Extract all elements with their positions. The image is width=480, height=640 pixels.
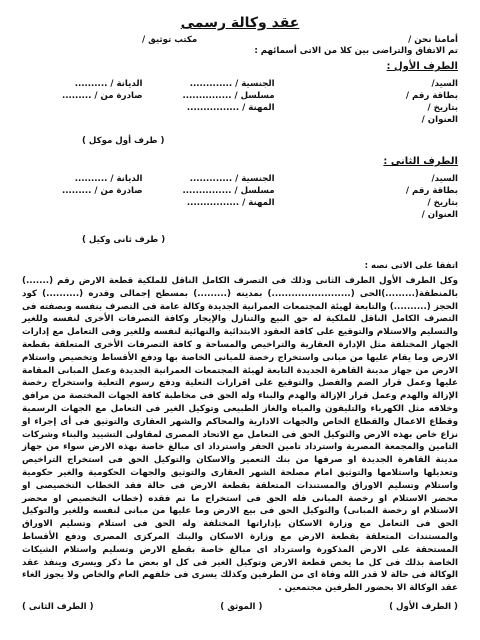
footer-second-party: ( الطرف الثانى ) (22, 602, 94, 612)
second-party-nationality: الجنسية / ............. (189, 174, 275, 184)
first-party-mr: السيد/ (431, 79, 458, 89)
second-party-profession: المهنة / ................ (186, 198, 275, 208)
document-title: عقد وكالة رسمى (180, 15, 300, 31)
first-party-address: العنوان / (421, 115, 458, 125)
first-party-religion: الديانة / .......... (74, 79, 143, 89)
second-party-heading: الطرف الثانى : (383, 156, 458, 167)
first-party-nationality: الجنسية / ............. (189, 79, 275, 89)
second-party-address: العنوان / (421, 210, 458, 220)
office-label: مكتب توثيق / (142, 35, 198, 45)
second-party-signature: ( طرف ثانى وكيل ) (82, 235, 166, 245)
second-party-issued: صادرة من / ......... (62, 186, 143, 196)
second-party-serial: مسلسل / ............... (182, 186, 275, 196)
footer-first-party: ( الطرف الأول ) (389, 602, 458, 612)
before-us-label: أمامنا نحن / (408, 35, 458, 45)
first-party-card: بطاقة رقم / (405, 91, 458, 101)
first-party-issued: صادرة من / ......... (62, 91, 143, 101)
first-party-signature: ( طرف أول موكل ) (82, 136, 165, 146)
signature-footer (22, 602, 458, 612)
first-party-col-left (62, 78, 143, 126)
first-party-profession: المهنة / ................ (186, 103, 275, 113)
first-party-col-right (406, 78, 458, 126)
intro-line: اتفقا على الاتى نصه : (364, 261, 458, 271)
title-wrap (22, 12, 458, 31)
contract-body: وكل الطرف الأول الطرف الثانى وذلك فى التصرف الكامل الناقل للملكية قطعة الارض رقم (.......) بالمنطقة(.........)الحى (........................) بمدينه (.........) بمسطح إجمالى وقدره (..........) كود الحجز (..........) والتابعة لهيئة المجتمعات العمرانية الجديدة وكالة عامة فى التصرف بنفسه وبصفته فى التصرف الكامل الناقل للملكية له حق البيع والتنازل والإيجار وكافة التصرفات الأخرى لنفسه وللغير والتسليم والاستلام والتوقيع على كافة العقود الابتدائية والنهائية لنفسه وللغير وفى التعامل مع إدارات الجهاز المختلفة مثل الإدارة العقارية والتراخيص والمساحة و كافة التصرفات الأخرى المتعلقة بقطعة الارض وما يقام عليها من مبانى واستخراج رخصة للمبانى الخاصة بها ودفع الأقساط وتخصيص واستلام الارض من جهاز مدينة القاهرة الجديدة التابعة لهيئة المجتمعات العمرانية الجديدة وعمل المبانى المقامة عليها وعمل قرار الضم والفصل والتوقيع على اقرارات التعلية ودفع رسوم التعلية واستخراج رخصة الإزالة والهدم وعمل قرار الإزالة والهدم والبناء وله الحق فى مخاطبة كافة الجهات المختصة من مرافق وخلافه مثل الكهرباء والتليفون والمياه والغاز الطبيعى وتوكيل الغير فى التعامل مع الجهات الرسمية وقطاع الاعمال والقطاع الخاص والجهات الادارية والمحاكم والشهر العقارى والتوثيق فى أى إجراء او نزاع خاص بهذه الارض والتوكيل الحق فى التعامل مع الاتحاد المصرى لمقاولى التشييد والبناء وشركات التامين والمجمعة المصرية واسترداد تامين الحفر واسترداد اى مبالغ خاصة بهذه الارض سواء من جهاز مدينة القاهرة الجديدة او صرفها من بنك التعمير والاسكان والتوكيل الحق فى استخراج التراخيص وتعديلها واستلامها والتوثيق امام مصلحة الشهر العقارى والتوثيق والجهات الحكومية والغير حكومية واستلام وتسليم الاوراق والمستندات المتعلقة بقطعة الارض فى حالة فقد الخطاب التخصيصى او محضر الاستلام او رخصة المبانى فله الحق فى استخراج ما تم فقده (خطاب التخصيص او محضر الاستلام او رخصة المبانى) والتوكيل الحق فى بيع الارض وما عليها من مبانى لنفسه وللغير والتوكيل الحق فى التعامل مع وزارة الاسكان بإداراتها المختلفة وله الحق فى استلام وتسليم الاوراق والمستندات المتعلقة بقطعة الارض مع وزارة الاسكان والبنك المركزى المصرى ودفع الأقساط المستحقة على الارض المذكورة واسترداد اى مبالغ خاصة بقطع الارض وتسليم واستلام الشيكات الخاصة بذلك فى كل ما يخص قطعة الارض وتوكيل الغير فى كل او بعض ما ذكر ويسرى وينفذ عقد الوكالة فى حالة لا قدر الله وفاة اى من الطرفين وكذلك يسرى فى خلفهم العام والخاص ولا يجوز الغاء عقد الوكالة الا بحضور الطرفين مجتمعين . (22, 276, 458, 594)
second-party-card: بطاقة رقم / (405, 186, 458, 196)
second-party-fields (22, 173, 458, 221)
second-party-mr: السيد/ (431, 174, 458, 184)
second-party-col-right (406, 173, 458, 221)
first-party-fields (22, 78, 458, 126)
first-party-dated: بتاريخ / (427, 103, 458, 113)
second-party-col-middle (183, 173, 275, 221)
first-party-heading: الطرف الأول : (386, 61, 458, 72)
first-party-col-middle (183, 78, 275, 126)
second-party-col-left (62, 173, 143, 221)
second-party-religion: الديانة / .......... (74, 174, 143, 184)
agreement-line: تم الاتفاق والتراضى بين كلا من الاتى أسمائهم : (254, 46, 458, 56)
office-row (22, 35, 458, 46)
second-party-dated: بتاريخ / (427, 198, 458, 208)
first-party-serial: مسلسل / ............... (182, 91, 275, 101)
footer-notary: ( الموثق ) (220, 602, 263, 612)
